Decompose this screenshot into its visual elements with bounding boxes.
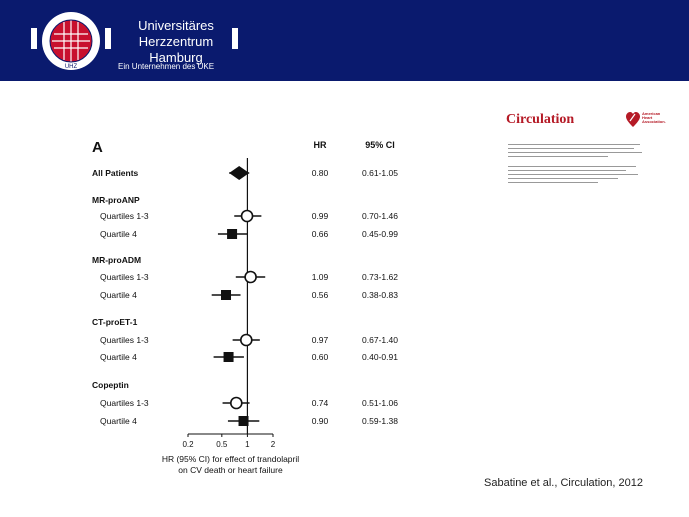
hr-value: 0.99 <box>311 211 329 221</box>
org-name <box>116 18 236 66</box>
hr-value: 0.97 <box>311 335 329 345</box>
estimate-circle <box>245 272 256 283</box>
group-label: Copeptin <box>92 380 129 390</box>
ci-value: 0.38-0.83 <box>362 290 398 300</box>
abstract-line <box>508 170 626 171</box>
column-header-hr: HR <box>313 140 327 150</box>
group-label: All Patients <box>92 168 139 178</box>
abstract-line <box>508 152 642 153</box>
estimate-circle <box>231 398 242 409</box>
estimate-square <box>224 352 234 362</box>
x-tick-label: 0.2 <box>182 440 194 449</box>
org-name-line2: Hamburg <box>149 50 203 65</box>
ci-value: 0.70-1.46 <box>362 211 398 221</box>
abstract-line <box>508 156 608 157</box>
abstract-line <box>508 182 598 183</box>
hr-value: 0.90 <box>311 416 329 426</box>
abstract-line <box>508 144 640 145</box>
estimate-square <box>239 416 249 426</box>
abstract-line <box>508 166 636 167</box>
header-banner <box>0 0 689 81</box>
ci-value: 0.45-0.99 <box>362 229 398 239</box>
forest-plot <box>78 128 408 478</box>
ci-value: 0.59-1.38 <box>362 416 398 426</box>
ci-value: 0.73-1.62 <box>362 272 398 282</box>
group-label: MR-proADM <box>92 255 142 265</box>
group-label: MR-proANP <box>92 195 140 205</box>
abstract-line <box>508 148 634 149</box>
aha-wordmark: American Heart Association. <box>642 111 666 124</box>
estimate-circle <box>241 335 252 346</box>
x-axis-label: HR (95% CI) for effect of trandolapril <box>161 454 300 464</box>
x-tick-label: 2 <box>270 440 276 449</box>
abstract-line <box>508 174 638 175</box>
ci-value: 0.51-1.06 <box>362 398 398 408</box>
ci-value: 0.40-0.91 <box>362 352 398 362</box>
uhz-seal-logo <box>40 10 102 72</box>
subgroup-label: Quartile 4 <box>100 416 137 426</box>
header-bar-mid <box>105 28 111 49</box>
subgroup-label: Quartiles 1-3 <box>100 335 149 345</box>
abstract-line <box>508 178 618 179</box>
citation-text: Sabatine et al., Circulation, 2012 <box>484 477 643 489</box>
subgroup-label: Quartile 4 <box>100 352 137 362</box>
subgroup-label: Quartiles 1-3 <box>100 398 149 408</box>
hr-value: 0.60 <box>311 352 329 362</box>
subgroup-label: Quartiles 1-3 <box>100 272 149 282</box>
ci-value: 0.67-1.40 <box>362 335 398 345</box>
column-header-ci: 95% CI <box>365 140 395 150</box>
ci-value: 0.61-1.05 <box>362 168 398 178</box>
x-tick-label: 1 <box>245 440 250 449</box>
hr-value: 0.80 <box>311 168 329 178</box>
aha-heart-icon <box>626 112 640 128</box>
estimate-square <box>221 290 231 300</box>
hr-value: 0.66 <box>311 229 329 239</box>
hr-value: 0.74 <box>311 398 329 408</box>
subgroup-label: Quartiles 1-3 <box>100 211 149 221</box>
org-name-line1: Universitäres Herzzentrum <box>138 18 214 49</box>
x-axis-label: on CV death or heart failure <box>178 465 283 475</box>
x-tick-label: 0.5 <box>216 440 228 449</box>
hr-value: 0.56 <box>311 290 329 300</box>
subgroup-label: Quartile 4 <box>100 229 137 239</box>
estimate-circle <box>242 211 253 222</box>
subgroup-label: Quartile 4 <box>100 290 137 300</box>
header-bar-left <box>31 28 37 49</box>
hr-value: 1.09 <box>311 272 329 282</box>
org-tagline: Ein Unternehmen des UKE <box>118 62 215 71</box>
estimate-square <box>227 229 237 239</box>
overall-diamond <box>229 166 249 180</box>
group-label: CT-proET-1 <box>92 317 138 327</box>
seal-text: UHZ <box>64 64 78 70</box>
paper-thumbnail <box>500 108 666 198</box>
panel-label: A <box>92 139 103 156</box>
circulation-logo: Circulation <box>506 112 575 127</box>
